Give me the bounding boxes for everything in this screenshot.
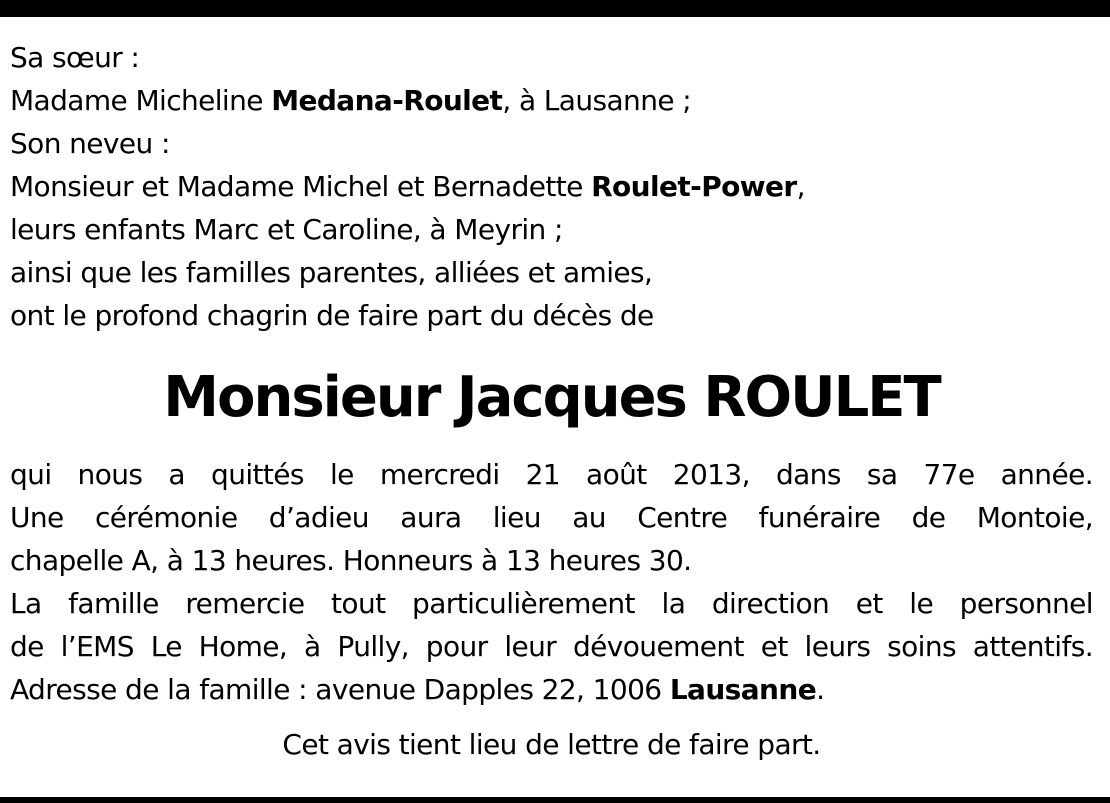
sister-label: Sa sœur : [10,41,140,74]
address-prefix: Adresse de la famille : avenue Dapples 22, 1006 [10,673,670,706]
details-line-4: La famille remercie tout particulièrement la direction et le personnel [10,587,1093,620]
relatives-line: ainsi que les familles parentes, alliées et amies, [10,256,653,289]
children-line: leurs enfants Marc et Caroline, à Meyrin ; [10,213,563,246]
top-rule [0,0,1110,17]
sister-prefix: Madame Micheline [10,84,272,117]
address-suffix: . [816,673,825,706]
nephew-line [10,165,1093,208]
nephew-prefix: Monsieur et Madame Michel et Bernadette [10,170,592,203]
sister-surname: Medana-Roulet [271,84,503,117]
sister-line [10,79,1093,122]
obituary-notice [10,36,1093,766]
nephew-suffix: , [796,170,805,203]
bottom-rule [0,797,1110,803]
deceased-name: Monsieur Jacques ROULET [163,365,940,430]
details-paragraph [10,453,1093,711]
announcement-line: ont le profond chagrin de faire part du décès de [10,299,654,332]
address-line [10,668,1093,711]
details-line-5: de l’EMS Le Home, à Pully, pour leur dévouement et leurs soins attentifs. [10,630,1093,663]
details-line-2: Une cérémonie d’adieu aura lieu au Centre funéraire de Montoie, [10,501,1093,534]
sister-suffix: , à Lausanne ; [502,84,692,117]
address-city: Lausanne [669,673,817,706]
details-line-3: chapelle A, à 13 heures. Honneurs à 13 heures 30. [10,544,692,577]
closing-note: Cet avis tient lieu de lettre de faire part. [282,728,821,761]
nephew-surname: Roulet-Power [591,170,797,203]
details-line-1: qui nous a quittés le mercredi 21 août 2013, dans sa 77e année. [10,458,1093,491]
nephew-label: Son neveu : [10,127,170,160]
